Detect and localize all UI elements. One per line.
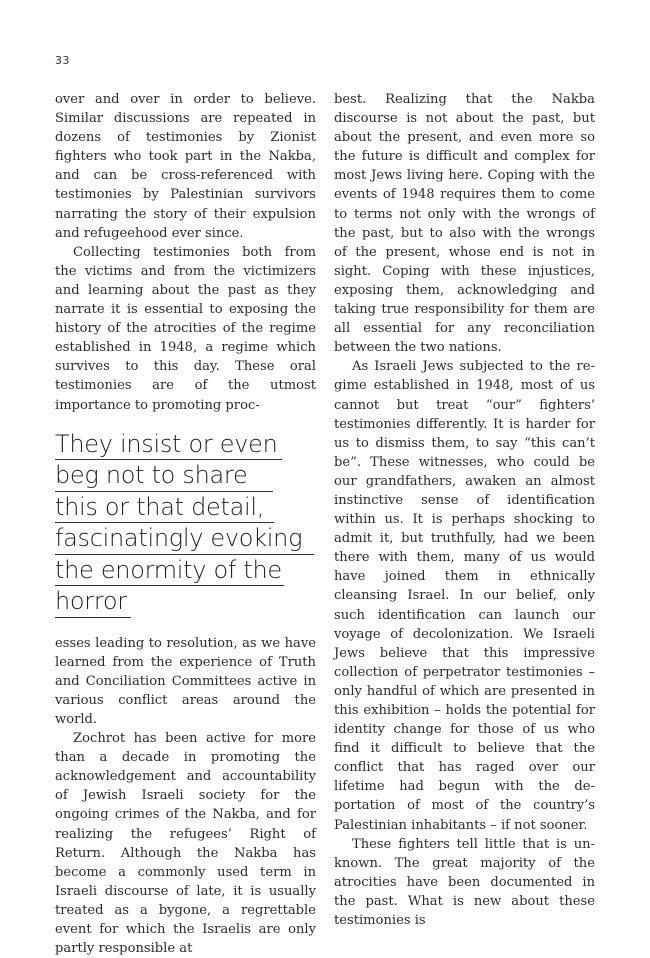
paragraph: best. Realizing that the Nakba discourse is not about the past, but about the present, and even more so the future is difficult and complex for most Jews living here. Coping with the events of 1948 requires them to come to terms not only with the wrongs of the past, but to also with the wrongs of the present, whose end is not in sight. Coping with these injustices, exposing them, acknowledging and taking true responsibility for them are all essential for any reconciliation between the two nations. [334, 92, 595, 356]
right-column [334, 90, 595, 930]
pull-quote-line: horror [55, 586, 131, 618]
left-column [55, 90, 316, 958]
pull-quote-line: They insist or even [55, 429, 282, 461]
pull-quote-line: the enormity of the [55, 555, 284, 587]
paragraph: Zochrot has been active for more than a decade in promoting the acknowledgement and accountability of Jewish Israeli society for the ongoing crimes of the Nakba, and for realizing the refugees’ Right of Return. Although the Nakba has become a commonly used term in Israeli discourse of late, it is usually treated as a bygone, a regrettable event for which the Israelis are only partly responsible at [55, 731, 316, 957]
paragraph: esses leading to resolution, as we have learned from the experience of Truth and Conciliation Committees active in various conflict areas around the world. [55, 635, 316, 727]
paragraph: Collecting testimonies both from the victims and from the victimizers and learning about the past as they narrate it is essential to exposing the history of the atrocities of the regime established in 1948, a regime which survives to this day. These oral testimonies are of the utmost importance to promoting proc- [55, 244, 316, 413]
pull-quote-line: fascinatingly evoking [55, 523, 314, 555]
paragraph: These fighters tell little that is unknown. The great majority of the atrocities have been documented in the past. What is new about these testimonies is [334, 836, 595, 929]
pull-quote-line: this or that detail, [55, 492, 274, 524]
page-number: 33 [55, 54, 70, 67]
pull-quote-line: beg not to share [55, 460, 273, 492]
paragraph: As Israeli Jews subjected to the regime established in 1948, most of us cannot but treat “our” fighters’ testimonies differently. It is harder for us to dismiss them, to say “this can’t be”. These witnesses, who could be our grandfathers, awaken an almost instinctive sense of identification within us. It is perhaps shocking to admit it, but truthfully, had we been there with them, many of us would have joined them in ethnically cleansing Israel. In our belief, only such identification can launch our voyage of decolonization. We Israeli Jews believe that this impressive collection of perpetrator testimonies – only handful of which are presented in this exhibition – holds the potential for identity change for those of us who find it difficult to believe that the conflict that has raged over our lifetime had begun with the deportation of most of the country’s Palestinian inhabitants – if not sooner. [334, 359, 595, 833]
pull-quote [55, 429, 316, 618]
paragraph: over and over in order to believe. Similar discussions are repeated in dozens of testimonies by Zionist fighters who took part in the Nakba, and can be cross-referenced with testimonies by Palestinian survivors narrating the story of their expulsion and refugeehood ever since. [55, 92, 316, 241]
